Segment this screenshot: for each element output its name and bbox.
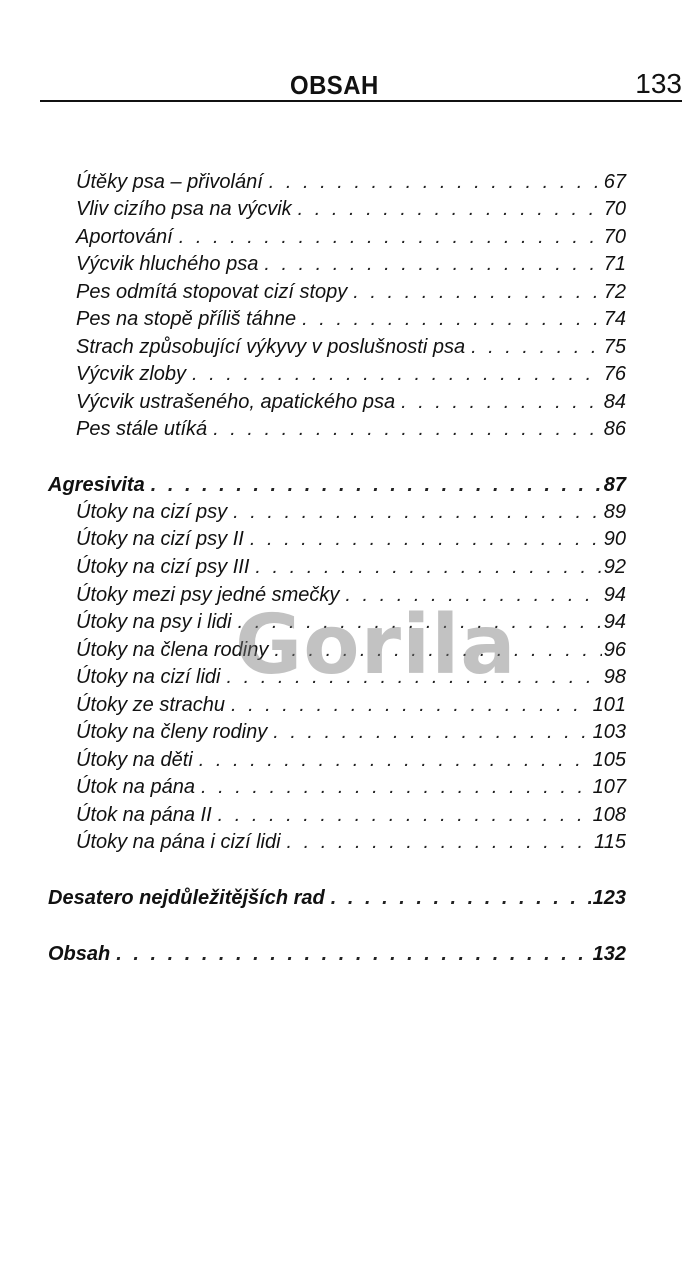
toc-chapter (48, 938, 626, 966)
toc-entry-label: Pes odmítá stopovat cizí stopy (76, 281, 348, 303)
toc-entry-page: 86 (603, 418, 626, 440)
toc-leader-dots (213, 417, 602, 441)
toc-entry-page: 70 (603, 226, 626, 248)
toc-entry-label: Útoky na cizí psy III (76, 556, 250, 578)
toc-entry-page: 71 (603, 253, 626, 275)
toc-chapter-page: 123 (592, 887, 626, 909)
toc-entry-page: 105 (592, 749, 626, 771)
toc-entry-label: Útoky ze strachu (76, 694, 225, 716)
toc-leader-dots (227, 665, 602, 689)
toc-entry-page: 96 (603, 639, 626, 661)
toc-entry-label: Výcvik zloby (76, 363, 187, 385)
toc-entry-page: 94 (603, 611, 626, 633)
toc-entry (76, 248, 626, 276)
gorila-watermark: Gorila (235, 598, 517, 693)
toc-leader-dots (264, 252, 601, 276)
toc-entry (76, 551, 626, 579)
toc-entry-page: 76 (603, 363, 626, 385)
toc-entry (76, 661, 626, 689)
toc-entry-label: Výcvik ustrašeného, apatického psa (76, 391, 396, 413)
toc-leader-dots (151, 473, 602, 497)
toc-leader-dots (353, 280, 602, 304)
toc-entry (76, 496, 626, 524)
toc-entry-page: 67 (603, 171, 626, 193)
toc-entry-page: 74 (603, 308, 626, 330)
toc-entry (76, 771, 626, 799)
page-title: OBSAH (290, 70, 379, 100)
toc-entry-label: Útoky mezi psy jedné smečky (76, 584, 340, 606)
toc-leader-dots (201, 775, 591, 799)
toc-leader-dots (218, 803, 591, 827)
toc-entry-page: 98 (603, 666, 626, 688)
toc-entry-label: Strach způsobující výkyvy v poslušnosti psa (76, 336, 466, 358)
toc-leader-dots (273, 720, 590, 744)
toc-entry (76, 276, 626, 304)
toc-entry (76, 413, 626, 441)
toc-chapter-label: Agresivita (48, 474, 145, 496)
toc-entry-label: Útoky na členy rodiny (76, 721, 268, 743)
toc-leader-dots (199, 748, 591, 772)
toc-entry (76, 716, 626, 744)
toc-entry-page: 108 (592, 804, 626, 826)
toc-entry-page: 94 (603, 584, 626, 606)
toc-entry-label: Útok na pána (76, 776, 195, 798)
toc-entry-label: Útoky na cizí psy II (76, 528, 244, 550)
toc-entry-page: 89 (603, 501, 626, 523)
toc-leader-dots (274, 638, 601, 662)
toc-leader-dots (231, 693, 591, 717)
toc-chapter-page: 87 (603, 474, 626, 496)
toc-entry (76, 523, 626, 551)
toc-entry-page: 92 (603, 556, 626, 578)
toc-leader-dots (269, 170, 602, 194)
toc-entry (76, 193, 626, 221)
toc-entry-label: Vliv cizího psa na výcvik (76, 198, 292, 220)
toc-entry-page: 70 (603, 198, 626, 220)
toc-entry-page: 84 (603, 391, 626, 413)
toc-entry (76, 221, 626, 249)
toc-entry (76, 358, 626, 386)
toc-entry-label: Útoky na cizí lidi (76, 666, 221, 688)
toc-entry-page: 101 (592, 694, 626, 716)
toc-entry-label: Útoky na člena rodiny (76, 639, 269, 661)
page-number: 133 (635, 68, 682, 99)
toc-entry-label: Útoky na cizí psy (76, 501, 228, 523)
toc-entry-label: Výcvik hluchého psa (76, 253, 259, 275)
toc-leader-dots (471, 335, 602, 359)
toc-leader-dots (238, 610, 602, 634)
toc-leader-dots (116, 942, 590, 966)
toc-entry-label: Útok na pána II (76, 804, 212, 826)
toc-chapter (48, 882, 626, 910)
toc-entry (76, 303, 626, 331)
toc-entry (76, 634, 626, 662)
header-rule (40, 100, 682, 102)
toc-chapter-page: 132 (592, 943, 626, 965)
toc-leader-dots (345, 583, 601, 607)
toc-leader-dots (179, 225, 602, 249)
toc-entry-label: Aportování (76, 226, 173, 248)
toc-leader-dots (192, 362, 602, 386)
toc-entry-page: 75 (603, 336, 626, 358)
toc-leader-dots (287, 830, 593, 854)
toc-entry-page: 90 (603, 528, 626, 550)
toc-entry-label: Pes na stopě příliš táhne (76, 308, 297, 330)
toc-entry-label: Útěky psa – přivolání (76, 171, 263, 193)
toc-chapter (48, 469, 626, 497)
toc-leader-dots (302, 307, 602, 331)
toc-entry (76, 386, 626, 414)
toc-leader-dots (250, 527, 602, 551)
toc-entry-page: 115 (594, 831, 626, 853)
toc-entry (76, 331, 626, 359)
toc-entry-label: Útoky na psy i lidi (76, 611, 232, 633)
toc-leader-dots (298, 197, 602, 221)
toc-entry (76, 689, 626, 717)
toc-entry (76, 744, 626, 772)
toc-chapter-label: Desatero nejdůležitějších rad (48, 887, 325, 909)
toc-leader-dots (233, 500, 602, 524)
toc-leader-dots (255, 555, 601, 579)
toc-leader-dots (401, 390, 602, 414)
toc-entry (76, 826, 626, 854)
toc-entry (76, 166, 626, 194)
toc-entry-label: Pes stále utíká (76, 418, 208, 440)
toc-chapter-label: Obsah (48, 943, 111, 965)
toc-entry-label: Útoky na pána i cizí lidi (76, 831, 281, 853)
toc-entry (76, 606, 626, 634)
toc-entry-page: 107 (592, 776, 626, 798)
toc-entry-page: 103 (592, 721, 626, 743)
toc-leader-dots (331, 886, 591, 910)
toc-entry (76, 799, 626, 827)
toc-entry (76, 579, 626, 607)
toc-entry-label: Útoky na děti (76, 749, 193, 771)
toc-entry-page: 72 (603, 281, 626, 303)
